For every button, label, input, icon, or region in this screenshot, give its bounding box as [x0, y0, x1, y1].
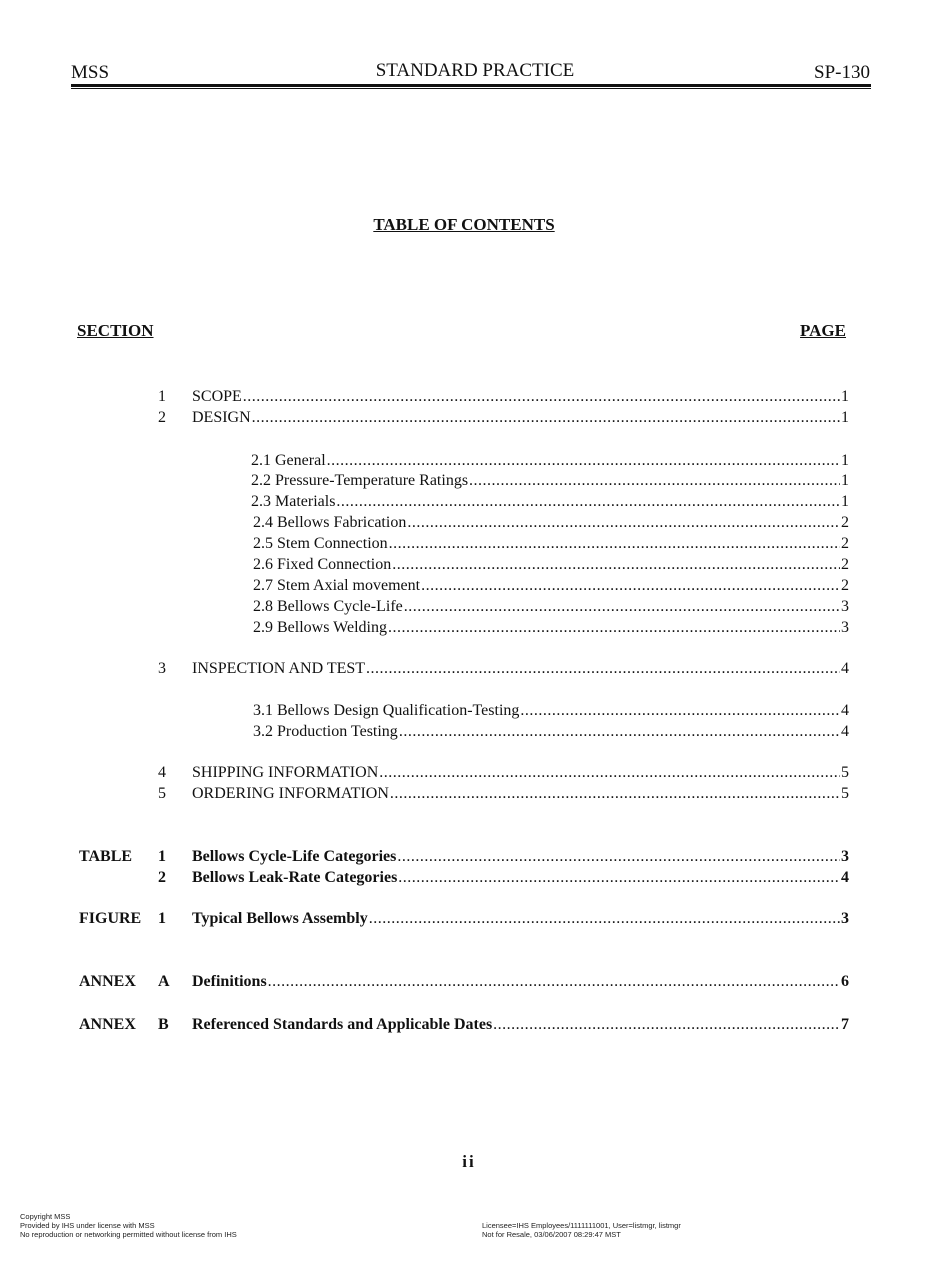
- toc-row: [0, 451, 950, 471]
- toc-number: 1: [158, 910, 166, 927]
- toc-entry: [253, 618, 849, 638]
- toc-entry: [253, 534, 849, 554]
- toc-entry: [192, 909, 849, 929]
- leader-dots: [336, 492, 840, 512]
- toc-entry: [192, 659, 849, 679]
- toc-entry-text: 2.6 Fixed Connection: [253, 556, 392, 573]
- page-title: TABLE OF CONTENTS: [373, 215, 555, 234]
- leader-dots: [398, 868, 840, 888]
- toc-page-number: 3: [841, 910, 849, 927]
- toc-entry-text: Definitions: [192, 973, 267, 990]
- toc-page-number: 6: [841, 973, 849, 990]
- toc-entry-text: 2.8 Bellows Cycle-Life: [253, 598, 403, 615]
- toc-page-number: 1: [841, 493, 849, 510]
- toc-page-number: 7: [841, 1016, 849, 1033]
- toc-entry-text: ORDERING INFORMATION: [192, 785, 389, 802]
- footer-line: Copyright MSS: [20, 1212, 71, 1221]
- toc-entry: [192, 387, 849, 407]
- leader-dots: [390, 784, 840, 804]
- footer-line: No reproduction or networking permitted without license from IHS: [20, 1230, 237, 1239]
- toc-number: 2: [158, 409, 166, 426]
- toc-entry: [251, 451, 849, 471]
- header-center: STANDARD PRACTICE: [375, 60, 575, 81]
- toc-label: ANNEX: [79, 973, 136, 990]
- header-rule-thin: [71, 88, 871, 89]
- toc-entry-text: SHIPPING INFORMATION: [192, 764, 379, 781]
- leader-dots: [421, 576, 840, 596]
- footer-right: [482, 1221, 681, 1239]
- toc-row: [0, 492, 950, 512]
- toc-page-number: 4: [841, 702, 849, 719]
- toc-page-number: 1: [841, 409, 849, 426]
- toc-row: [0, 659, 950, 679]
- toc-entry: [192, 784, 849, 804]
- toc-number: 1: [158, 388, 166, 405]
- toc-entry: [192, 972, 849, 992]
- toc-entry-text: 2.1 General: [251, 452, 326, 469]
- toc-entry: [192, 847, 849, 867]
- toc-page-number: 4: [841, 869, 849, 886]
- toc-entry-text: Typical Bellows Assembly: [192, 910, 368, 927]
- footer-left: [20, 1212, 237, 1239]
- toc-row: [0, 763, 950, 783]
- toc-number: A: [158, 973, 170, 990]
- toc-page-number: 5: [841, 764, 849, 781]
- toc-row: [0, 868, 950, 888]
- toc-number: 2: [158, 869, 166, 886]
- toc-entry-text: 2.5 Stem Connection: [253, 535, 388, 552]
- toc-number: 1: [158, 848, 166, 865]
- toc-row: [0, 618, 950, 638]
- leader-dots: [243, 387, 840, 407]
- toc-row: [0, 722, 950, 742]
- toc-entry: [253, 576, 849, 596]
- toc-page-number: 3: [841, 619, 849, 636]
- toc-page-number: 1: [841, 452, 849, 469]
- toc-entry-text: 2.3 Materials: [251, 493, 336, 510]
- toc-entry: [192, 408, 849, 428]
- toc-entry: [192, 1015, 849, 1035]
- toc-entry: [251, 471, 849, 491]
- toc-number: B: [158, 1016, 169, 1033]
- toc-row: [0, 909, 950, 929]
- toc-row: [0, 1015, 950, 1035]
- toc-page-number: 2: [841, 535, 849, 552]
- toc-entry-text: 3.1 Bellows Design Qualification-Testing: [253, 702, 520, 719]
- toc-row: [0, 408, 950, 428]
- header-left: MSS: [71, 62, 110, 83]
- footer-line: Licensee=IHS Employees/1111111001, User=listmgr, listmgr: [482, 1221, 681, 1230]
- page-folio: ii: [462, 1152, 476, 1171]
- leader-dots: [392, 555, 840, 575]
- page-column-header: PAGE: [800, 321, 846, 340]
- toc-page-number: 4: [841, 660, 849, 677]
- toc-page-number: 5: [841, 785, 849, 802]
- leader-dots: [520, 701, 840, 721]
- header-rule: [71, 84, 871, 87]
- leader-dots: [389, 534, 840, 554]
- section-column-header: SECTION: [77, 321, 154, 340]
- toc-entry-text: Bellows Leak-Rate Categories: [192, 869, 398, 886]
- toc-number: 4: [158, 764, 166, 781]
- toc-row: [0, 847, 950, 867]
- header-right: SP-130: [814, 62, 870, 83]
- toc-entry: [253, 701, 849, 721]
- leader-dots: [268, 972, 840, 992]
- leader-dots: [379, 763, 840, 783]
- leader-dots: [404, 597, 840, 617]
- toc-page-number: 1: [841, 388, 849, 405]
- toc-entry-text: 2.2 Pressure-Temperature Ratings: [251, 472, 469, 489]
- leader-dots: [369, 909, 840, 929]
- footer-line: Provided by IHS under license with MSS: [20, 1221, 155, 1230]
- toc-entry-text: DESIGN: [192, 409, 251, 426]
- toc-page-number: 3: [841, 848, 849, 865]
- toc-row: [0, 597, 950, 617]
- toc-label: FIGURE: [79, 910, 142, 927]
- leader-dots: [397, 847, 840, 867]
- toc-page-number: 4: [841, 723, 849, 740]
- toc-label: TABLE: [79, 848, 133, 865]
- toc-entry: [253, 555, 849, 575]
- toc-entry-text: Referenced Standards and Applicable Dates: [192, 1016, 493, 1033]
- toc-entry: [251, 492, 849, 512]
- leader-dots: [388, 618, 840, 638]
- toc-entry-text: 2.9 Bellows Welding: [253, 619, 387, 636]
- leader-dots: [252, 408, 840, 428]
- toc-number: 3: [158, 660, 166, 677]
- toc-row: [0, 555, 950, 575]
- toc-row: [0, 534, 950, 554]
- leader-dots: [493, 1015, 840, 1035]
- toc-row: [0, 387, 950, 407]
- toc-entry: [253, 722, 849, 742]
- leader-dots: [327, 451, 840, 471]
- toc-entry-text: 3.2 Production Testing: [253, 723, 398, 740]
- toc-row: [0, 972, 950, 992]
- toc-row: [0, 576, 950, 596]
- toc-entry-text: SCOPE: [192, 388, 242, 405]
- toc-entry-text: Bellows Cycle-Life Categories: [192, 848, 397, 865]
- toc-row: [0, 513, 950, 533]
- toc-page-number: 2: [841, 577, 849, 594]
- toc-entry-text: 2.4 Bellows Fabrication: [253, 514, 407, 531]
- toc-number: 5: [158, 785, 166, 802]
- toc-row: [0, 701, 950, 721]
- leader-dots: [407, 513, 840, 533]
- toc-entry: [192, 868, 849, 888]
- footer-line: Not for Resale, 03/06/2007 08:29:47 MST: [482, 1230, 621, 1239]
- toc-label: ANNEX: [79, 1016, 136, 1033]
- toc-entry: [192, 763, 849, 783]
- toc-entry: [253, 513, 849, 533]
- toc-page-number: 1: [841, 472, 849, 489]
- toc-entry-text: 2.7 Stem Axial movement: [253, 577, 421, 594]
- leader-dots: [469, 471, 840, 491]
- leader-dots: [366, 659, 840, 679]
- toc-page-number: 2: [841, 514, 849, 531]
- toc-page-number: 3: [841, 598, 849, 615]
- leader-dots: [399, 722, 840, 742]
- toc-page-number: 2: [841, 556, 849, 573]
- toc-entry-text: INSPECTION AND TEST: [192, 660, 366, 677]
- toc-row: [0, 471, 950, 491]
- toc-entry: [253, 597, 849, 617]
- toc-row: [0, 784, 950, 804]
